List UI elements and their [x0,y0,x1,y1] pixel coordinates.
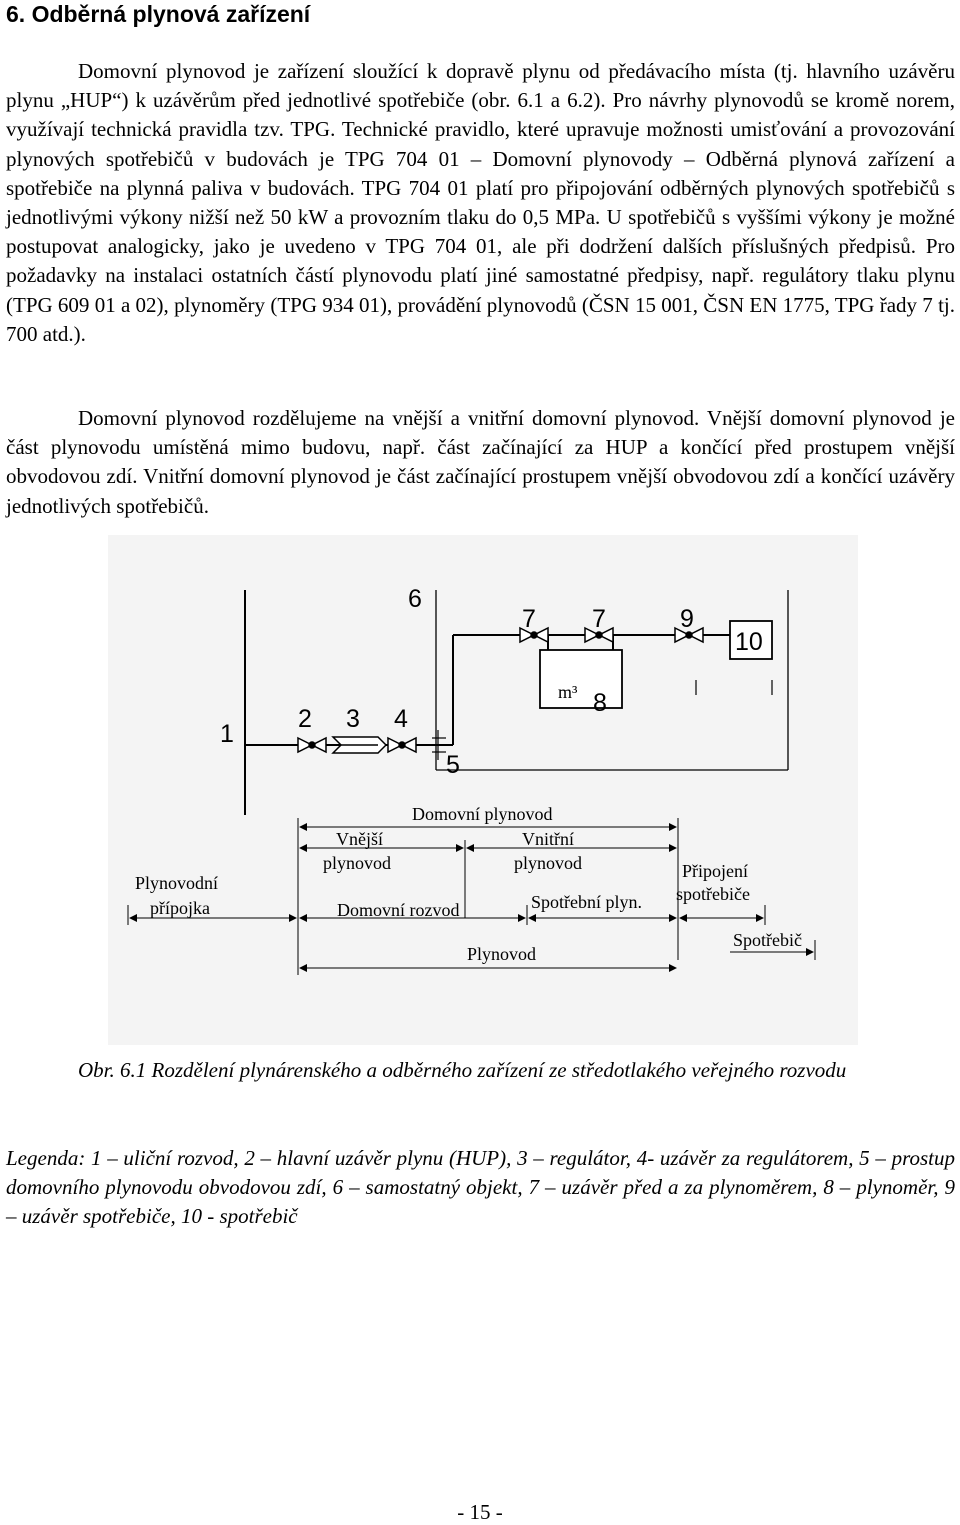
label-vnejsi: Vnější [336,829,383,849]
label-4: 4 [394,705,408,733]
label-9: 9 [680,605,694,633]
page-number: - 15 - [457,1500,503,1524]
label-1: 1 [220,720,234,748]
meter-label: m³ [558,682,578,702]
label-8: 8 [593,689,607,717]
section-heading: 6. Odběrná plynová zařízení [6,1,311,27]
label-7a: 7 [522,605,536,633]
label-spotrebice: spotřebiče [676,884,750,904]
label-3: 3 [346,705,360,733]
gas-installation-diagram [108,535,858,1045]
label-domovni-rozvod: Domovní rozvod [337,900,460,920]
label-pripojeni: Připojení [682,861,748,881]
label-vnitrni-plynovod: plynovod [514,853,583,873]
label-vnejsi-plynovod: plynovod [323,853,392,873]
label-spotrebni-plyn: Spotřební plyn. [531,892,642,912]
label-10: 10 [735,628,763,656]
label-pripojka: přípojka [150,898,210,918]
label-2: 2 [298,705,312,733]
gas-meter [540,650,622,708]
label-5: 5 [446,751,460,779]
label-plynovodni: Plynovodní [135,873,219,893]
pressure-regulator [333,737,386,753]
label-domovni-plynovod: Domovní plynovod [412,804,553,824]
figure-caption: Obr. 6.1 Rozdělení plynárenského a odběrného zařízení ze středotlakého veřejného rozvodu [78,1058,847,1082]
label-plynovod: Plynovod [467,944,537,964]
label-7b: 7 [592,605,606,633]
figure-legend: Legenda: 1 – uliční rozvod, 2 – hlavní uzávěr plynu (HUP), 3 – regulátor, 4- uzávěr za regulátorem, 5 – prostup domovního plynovodu obvodovou zdí, 6 – samostatný objekt, 7 – uzávěr před a za plynoměrem, 8 – plynoměr, 9 – uzávěr spotřebiče, 10 - spotřebič [6,1146,955,1229]
label-spotrebic: Spotřebič [733,930,802,950]
label-6: 6 [408,585,422,613]
paragraph-division: Domovní plynovod rozdělujeme na vnější a vnitřní domovní plynovod. Vnější domovní plynovod je část plynovodu umístěná mimo budovu, např. část začínající za HUP a končící před prostupem vnější obvodovou zdí. Vnitřní domovní plynovod je část začínající prostupem vnější obvodovou zdí a končící uzávěry jednotlivých spotřebičů. [6,406,955,518]
paragraph-intro: Domovní plynovod je zařízení sloužící k dopravě plynu od předávacího místa (tj. hlavního uzávěru plynu „HUP“) k uzávěrům před jednotlivé spotřebiče (obr. 6.1 a 6.2). Pro návrhy plynovodů se kromě norem, využívají technická pravidla tzv. TPG. Technické pravidlo, které upravuje možnosti umisťování a provozování plynových spotřebičů v budovách je TPG 704 01 – Domovní plynovody – Odběrná plynová zařízení a spotřebiče na plynná paliva v budovách. TPG 704 01 platí pro připojování odběrných plynových spotřebičů s jednotlivými výkony nižší než 50 kW a provozním tlaku do 0,5 MPa. U spotřebičů s vyššími výkony je možné postupovat analogicky, jako je uvedeno v TPG 704 01, ale při dodržení dalších příslušných předpisů. Pro požadavky na instalaci ostatních částí plynovodu platí jiné samostatné předpisy, např. regulátory tlaku plynu (TPG 609 01 a 02), plynoměry (TPG 934 01), provádění plynovodů (ČSN 15 001, ČSN EN 1775, TPG řady 7 tj. 700 atd.). [6,59,955,346]
label-vnitrni: Vnitřní [522,829,574,849]
